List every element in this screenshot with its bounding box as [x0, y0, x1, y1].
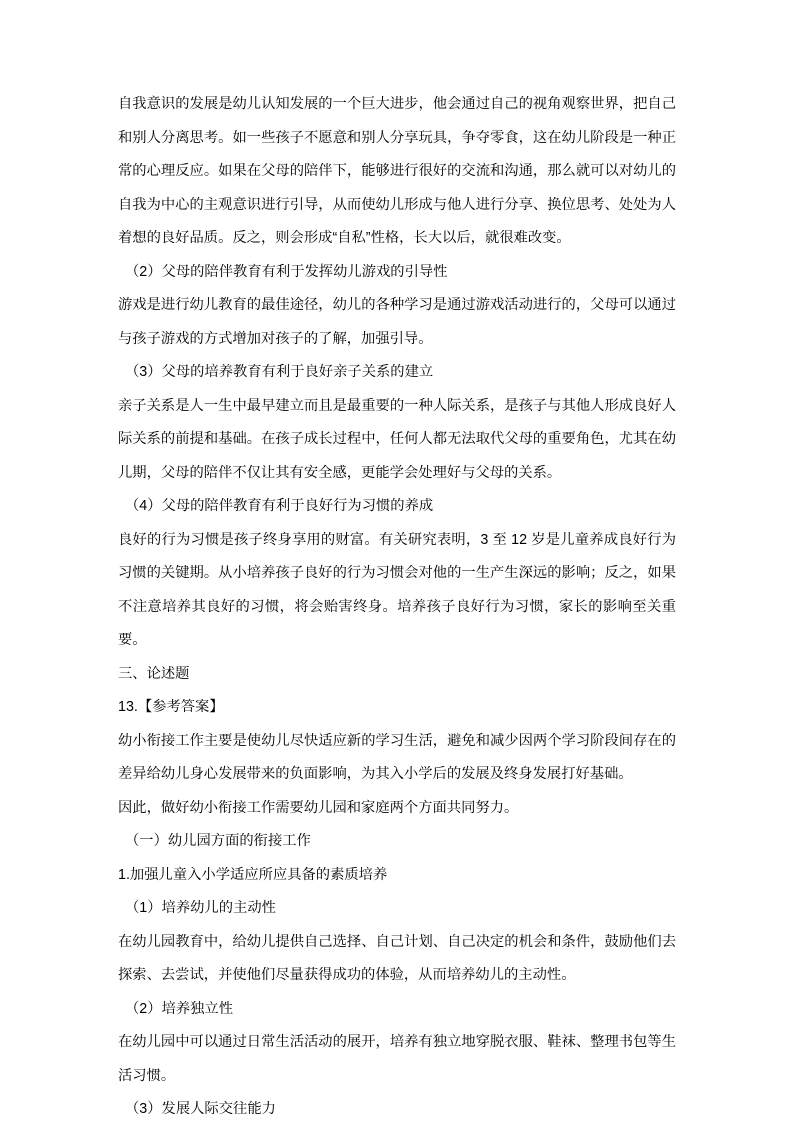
paragraph: 亲子关系是人一生中最早建立而且是最重要的一种人际关系，是孩子与其他人形成良好人际关系的前提和基础。在孩子成长过程中，任何人都无法取代父母的重要角色，尤其在幼儿期，父母的陪伴不仅让其有安全感，更能学会处理好与父母的关系。	[118, 397, 676, 481]
paragraph: （1）培养幼儿的主动性	[125, 900, 276, 916]
paragraph: 1.加强儿童入小学适应所应具备的素质培养	[118, 866, 388, 883]
paragraph: （2）培养独立性	[125, 1000, 234, 1017]
paragraph: （一）幼儿园方面的衔接工作	[125, 833, 311, 849]
section-heading: 三、论述题	[118, 665, 190, 682]
paragraph: （4）父母的陪伴教育有利于良好行为习惯的养成	[125, 498, 434, 514]
paragraph: （3）父母的培养教育有利于良好亲子关系的建立	[125, 364, 434, 380]
paragraph: （2）父母的陪伴教育有利于发挥幼儿游戏的引导性	[125, 263, 448, 280]
answer-heading: 13.【参考答案】	[118, 699, 224, 715]
paragraph: 在幼儿园中可以通过日常生活活动的展开，培养有独立地穿脱衣服、鞋袜、整理书包等生活习惯。	[118, 1034, 676, 1084]
paragraph: 良好的行为习惯是孩子终身享用的财富。有关研究表明，3 至 12 岁是儿童养成良好行为习惯的关键期。从小培养孩子良好的行为习惯会对他的一生产生深远的影响；反之，如果不注意培养其良好的习惯，将会贻害终身。培养孩子良好行为习惯，家长的影响至关重要。	[118, 531, 676, 648]
paragraph: 自我意识的发展是幼儿认知发展的一个巨大进步，他会通过自己的视角观察世界，把自己和别人分离思考。如一些孩子不愿意和别人分享玩具，争夺零食，这在幼儿阶段是一种正常的心理反应。如果在父母的陪伴下，能够进行很好的交流和沟通，那么就可以对幼儿的自我为中心的主观意识进行引导，从而使幼儿形成与他人进行分享、换位思考、处处为人着想的良好品质。反之，则会形成“自私”性格，长大以后，就很难改变。	[118, 96, 676, 246]
paragraph: 游戏是进行幼儿教育的最佳途径，幼儿的各种学习是通过游戏活动进行的，父母可以通过与孩子游戏的方式增加对孩子的了解，加强引导。	[118, 297, 676, 347]
paragraph: 在幼儿园教育中，给幼儿提供自己选择、自己计划、自己决定的机会和条件，鼓励他们去探索、去尝试，并使他们尽量获得成功的体验，从而培养幼儿的主动性。	[118, 933, 676, 983]
paragraph: 幼小衔接工作主要是使幼儿尽快适应新的学习生活，避免和减少因两个学习阶段间存在的差异给幼儿身心发展带来的负面影响，为其入小学后的发展及终身发展打好基础。	[118, 732, 676, 782]
paragraph: 因此，做好幼小衔接工作需要幼儿园和家庭两个方面共同努力。	[118, 799, 519, 816]
paragraph: （3）发展人际交往能力	[125, 1101, 276, 1117]
document-body	[118, 88, 676, 1127]
